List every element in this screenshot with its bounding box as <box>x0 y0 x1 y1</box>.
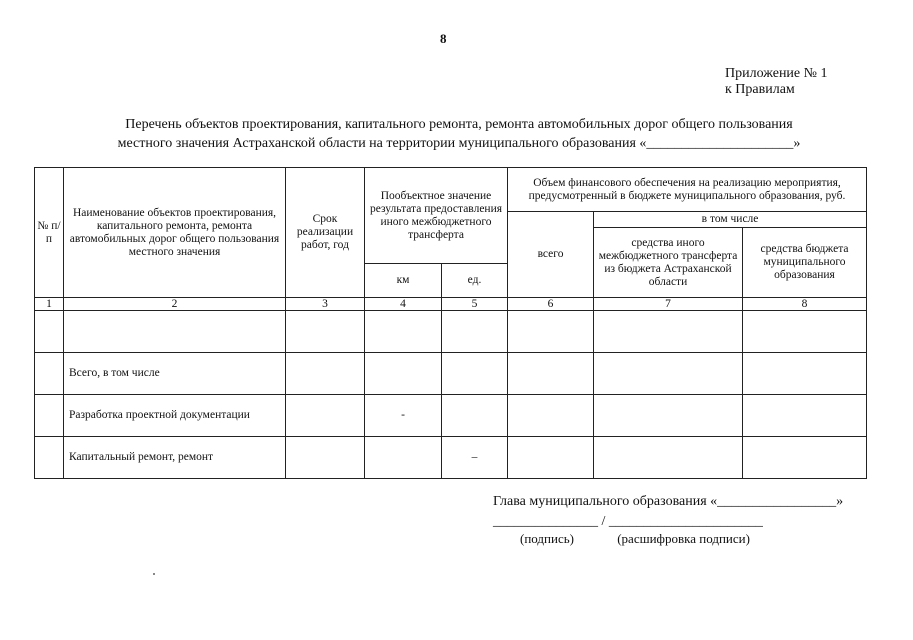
row-km <box>365 311 442 353</box>
row-name <box>64 311 286 353</box>
header-name: Наименование объектов проектирования, капитального ремонта, ремонта автомобильных дорог общего пользования местного значения <box>64 168 286 298</box>
header-total: всего <box>508 212 594 298</box>
header-km: км <box>365 264 442 298</box>
row-name: Разработка проектной документации <box>64 395 286 437</box>
column-number: 5 <box>442 298 508 311</box>
signature-label: (подпись) <box>520 531 574 546</box>
column-number: 6 <box>508 298 594 311</box>
row-name: Капитальный ремонт, ремонт <box>64 437 286 479</box>
column-number: 2 <box>64 298 286 311</box>
row-units <box>442 353 508 395</box>
row-units: – <box>442 437 508 479</box>
appendix-line-2: к Правилам <box>725 82 795 97</box>
header-including: в том числе <box>594 212 867 228</box>
header-municipal-funds: средства бюджета муниципального образования <box>743 228 867 298</box>
table-row <box>35 395 867 437</box>
header-transfer-funds: средства иного межбюджетного трансферта из бюджета Астраханской области <box>594 228 743 298</box>
page-number: 8 <box>440 31 447 46</box>
title-line-1: Перечень объектов проектирования, капитального ремонта, ремонта автомобильных дорог общего пользования <box>125 117 793 132</box>
row-units <box>442 395 508 437</box>
document-title <box>40 115 878 153</box>
row-name: Всего, в том числе <box>64 353 286 395</box>
appendix-line-1: Приложение № 1 <box>725 66 828 81</box>
column-number: 1 <box>35 298 64 311</box>
row-km <box>365 353 442 395</box>
table-row <box>35 311 867 353</box>
row-units <box>442 311 508 353</box>
header-finance: Объем финансового обеспечения на реализацию мероприятия, предусмотренный в бюджете муниципального образования, руб. <box>508 168 867 212</box>
table-row <box>35 437 867 479</box>
signature-decode-label: (расшифровка подписи) <box>617 531 750 546</box>
appendix-note <box>725 66 828 98</box>
row-km <box>365 437 442 479</box>
scan-speck <box>153 573 155 575</box>
column-number: 3 <box>286 298 365 311</box>
header-row-1 <box>35 168 867 212</box>
table-row <box>35 353 867 395</box>
objects-table <box>34 167 867 479</box>
header-term: Срок реализации работ, год <box>286 168 365 298</box>
signature-head-line: Глава муниципального образования «_________________» <box>493 494 844 509</box>
header-num: № п/п <box>35 168 64 298</box>
column-number-row <box>35 298 867 311</box>
signature-labels <box>520 531 750 547</box>
column-number: 8 <box>743 298 867 311</box>
title-line-2: местного значения Астраханской области на территории муниципального образования «_____________________» <box>117 136 801 151</box>
signature-blanks: _______________ / ______________________ <box>493 514 763 529</box>
column-number: 7 <box>594 298 743 311</box>
header-result: Пообъектное значение результата предоставления иного межбюджетного трансферта <box>365 168 508 264</box>
column-number: 4 <box>365 298 442 311</box>
row-km: - <box>365 395 442 437</box>
header-units: ед. <box>442 264 508 298</box>
